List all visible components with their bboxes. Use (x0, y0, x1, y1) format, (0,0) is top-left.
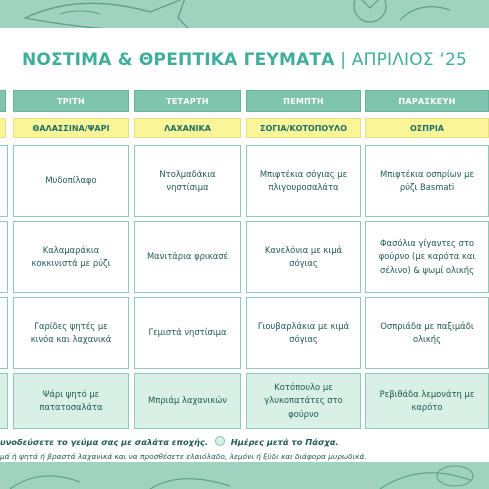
vegetable-illustration-icon (300, 0, 460, 28)
title-separator: | (340, 50, 347, 70)
meal-cell-easter: Κοτόπουλο με γλυκοπατάτες στο φούρνο (246, 373, 361, 429)
page-title (0, 50, 489, 70)
meal-cell-partial (0, 145, 8, 217)
meal-cell: Γιουβαρλάκια με κιμά σόγιας (246, 297, 361, 369)
day-header-thursday: ΠΕΜΠΤΗ (246, 90, 361, 112)
category-soy-chicken: ΣΟΓΙΑ/ΚΟΤΟΠΟΥΛΟ (246, 118, 361, 138)
leaf-illustration-icon (0, 462, 489, 489)
meal-cell: Οσπριάδα με παξιμάδι ολικής (365, 297, 489, 369)
meal-cell: Μπιφτέκια οσπρίων με ρύζι Basmati (365, 145, 489, 217)
day-header-tuesday: ΤΡΙΤΗ (13, 90, 129, 112)
title-main: ΝΟΣΤΙΜΑ & ΘΡΕΠΤΙΚΑ ΓΕΥΜΑΤΑ (21, 50, 335, 70)
meal-cell: Μπιφτέκια σόγιας με πλιγουροσαλάτα (246, 145, 361, 217)
meal-cell: Φασόλια γίγαντες στο φούρνο (με καρότα και σέλινο) & ψωμί ολικής (365, 221, 489, 293)
easter-legend-text: Ημέρες μετά το Πάσχα. (230, 437, 339, 447)
footnote-vegetables: μά ή ψητά ή βραστά λαχανικά και να προσθέσετε ελαιόλαδο, λεμόνι ή ξύδι και διάφορα μυρωδικά. (0, 452, 367, 461)
meal-grid (0, 90, 489, 432)
bottom-banner (0, 462, 489, 489)
footnote-salad (0, 436, 339, 447)
easter-legend-swatch-icon (215, 436, 225, 446)
day-header-wednesday: ΤΕΤΑΡΤΗ (134, 90, 241, 112)
meal-cell: Καλαμαράκια κοκκινιστά με ρύζι (13, 221, 129, 293)
meal-cell: Γαρίδες ψητές με κινόα και λαχανικά (13, 297, 129, 369)
meal-cell: Ντολμαδάκια νηστίσιμα (134, 145, 241, 217)
title-month: ΑΠΡΙΛΙΟΣ ‘25 (351, 50, 468, 70)
footnote-salad-text: υνοδεύσετε το γεύμα σας με σαλάτα εποχής. (0, 437, 208, 447)
meal-cell-partial (0, 373, 8, 429)
meal-cell: Γεμιστά νηστίσιμα (134, 297, 241, 369)
day-header-partial (0, 90, 6, 112)
fish-illustration-icon (20, 0, 220, 28)
meal-cell-easter: Ψάρι ψητό με πατατοσαλάτα (13, 373, 129, 429)
meal-cell-partial (0, 297, 8, 369)
category-partial (0, 118, 6, 138)
top-banner (0, 0, 489, 28)
meal-cell: Μανιτάρια φρικασέ (134, 221, 241, 293)
meal-cell: Μυδοπίλαφο (13, 145, 129, 217)
meal-cell: Κανελόνια με κιμά σόγιας (246, 221, 361, 293)
meal-cell-easter: Μπριάμ λαχανικών (134, 373, 241, 429)
category-legumes: ΟΣΠΡΙΑ (365, 118, 489, 138)
meal-cell-easter: Ρεβιθάδα λεμονάτη με καρότο (365, 373, 489, 429)
day-header-friday: ΠΑΡΑΣΚΕΥΗ (365, 90, 489, 112)
meal-cell-partial (0, 221, 8, 293)
category-seafood: ΘΑΛΑΣΣΙΝΑ/ΨΑΡΙ (13, 118, 129, 138)
category-vegetables: ΛΑΧΑΝΙΚΑ (134, 118, 241, 138)
